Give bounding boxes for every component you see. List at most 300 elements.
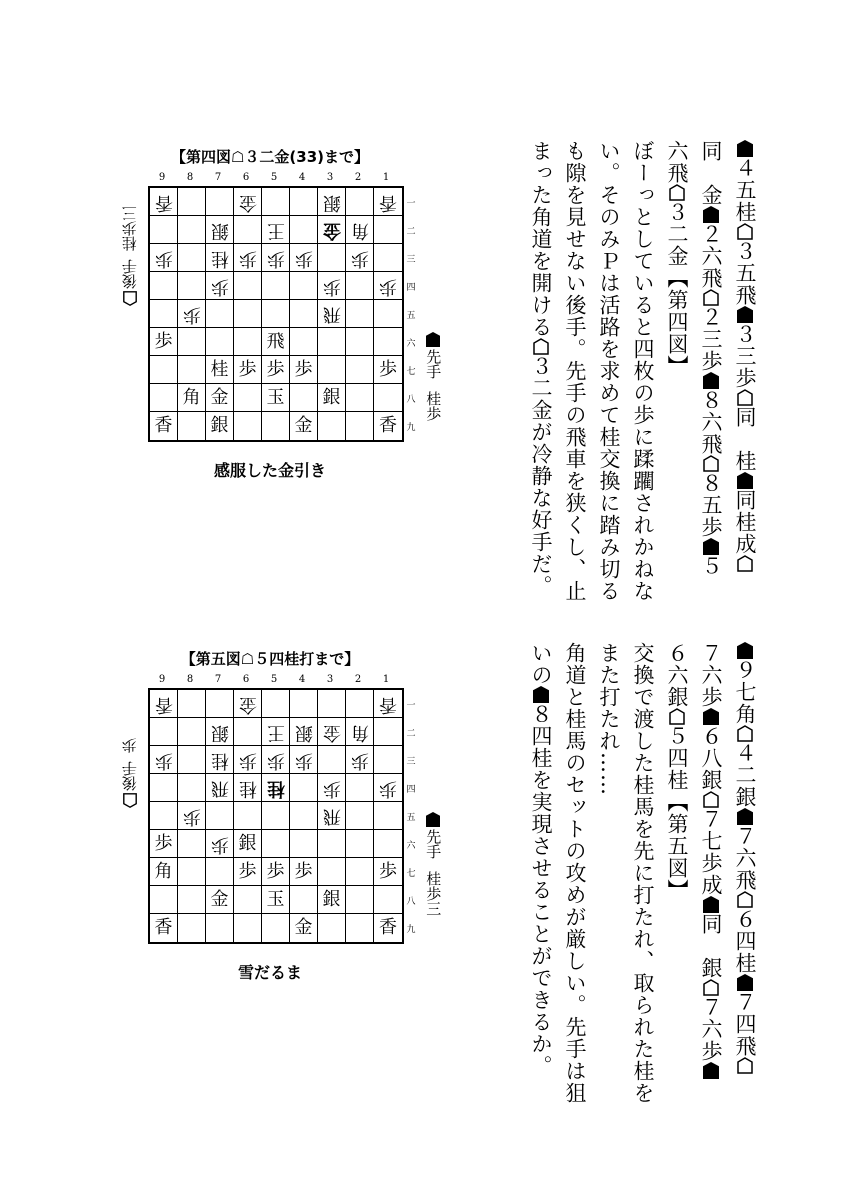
text-run: ５四桂【第五図】 [665,725,689,901]
board-square [290,384,318,412]
board-square [318,774,346,802]
board-square [346,774,374,802]
board-square [346,718,374,746]
shogi-piece: 飛 [322,805,341,827]
shogi-piece: 飛 [322,303,341,325]
board-square [374,718,402,746]
text-run: ５ [699,555,723,577]
board-square [150,830,178,858]
shogi-piece: 金 [210,888,229,910]
board-square [150,718,178,746]
board-square [374,690,402,718]
board-square [206,384,234,412]
text-run: また打たれ…… [597,642,621,796]
shogi-piece: 飛 [266,330,285,352]
board-square [290,886,318,914]
sente-mark-icon [703,372,719,389]
shogi-piece: 金 [210,386,229,408]
board-square [318,188,346,216]
shogi-piece: 金 [322,721,341,743]
board-square [150,356,178,384]
board-square [206,412,234,440]
board-square [346,188,374,216]
file-label: 4 [298,172,306,183]
text-run: ６四桂 [733,908,757,974]
text-run: ３五飛 [733,240,757,306]
board-square [262,188,290,216]
shogi-piece: 香 [154,415,173,436]
file-label: 2 [354,674,362,685]
board-square [234,746,262,774]
board-square [150,858,178,886]
text-run: まった角道を開ける [529,140,553,338]
board-square [374,384,402,412]
board-square [206,774,234,802]
board-square [150,802,178,830]
shogi-board [148,688,404,944]
text-run: ４二銀 [733,742,757,808]
rank-label: 九 [406,422,416,433]
shogi-piece: 香 [379,693,397,715]
board-square [178,216,206,244]
rank-label: 二 [406,226,416,237]
shogi-piece: 香 [379,415,397,436]
board-square [178,914,206,942]
board-square [150,216,178,244]
text-line [626,642,660,1112]
board-square [206,718,234,746]
board-square [178,690,206,718]
sente-mark-icon [737,140,753,157]
board-square [206,244,234,272]
shogi-piece: 歩 [210,833,229,855]
text-run: ぼーっとしていると四枚の歩に蹂躙されかねな [631,140,655,602]
board-square [178,412,206,440]
board-square [262,914,290,942]
board-square [150,188,178,216]
shogi-piece: 銀 [238,832,257,854]
board-square [374,412,402,440]
shogi-piece: 歩 [266,358,285,380]
diagram-title: 【第五図☖５四桂打まで】 [180,650,360,668]
gote-mark-icon [712,791,728,808]
file-label: 8 [186,172,194,183]
board-square [178,244,206,272]
board-square [262,858,290,886]
board-square [318,272,346,300]
board-square [262,830,290,858]
text-line [728,140,762,610]
shogi-piece: 歩 [294,358,313,380]
board-square [150,412,178,440]
file-label: 9 [158,172,166,183]
text-run: ７七歩成 [699,808,723,896]
text-run: 角道と桂馬のセットの攻めが厳しい。先手は狙 [563,642,587,1104]
board-square [346,356,374,384]
shogi-piece: 香 [379,191,397,213]
board-square [346,300,374,328]
sente-hand [423,332,443,421]
file-label: 1 [382,674,390,685]
board-square [234,216,262,244]
diagram-caption: 雪だるま [237,963,302,982]
board-square [234,802,262,830]
board-square [318,746,346,774]
board-square [206,300,234,328]
shogi-piece: 歩 [266,247,285,269]
board-square [262,216,290,244]
board-square [290,272,318,300]
board-square [346,914,374,942]
gote-hand [120,688,140,808]
file-label: 5 [270,674,278,685]
board-square [374,914,402,942]
shogi-piece: 金 [238,191,257,213]
board-square [150,384,178,412]
board-square [206,328,234,356]
text-run: いの [529,642,553,686]
board-square [374,188,402,216]
shogi-piece: 王 [266,721,285,743]
file-labels [148,674,400,686]
sente-mark-icon [703,896,719,913]
board-square [374,746,402,774]
file-label: 3 [326,172,334,183]
commentary-5 [502,642,762,1112]
board-square [318,718,346,746]
gote-mark-icon [712,979,728,996]
text-line [592,642,626,1112]
shogi-piece: 歩 [294,247,313,269]
board-square [262,328,290,356]
text-line [660,642,694,1112]
board-square [206,216,234,244]
board-square [318,244,346,272]
board-square [150,886,178,914]
file-label: 5 [270,172,278,183]
board-square [234,718,262,746]
file-label: 7 [214,674,222,685]
board-square [262,802,290,830]
board-square [290,746,318,774]
board-square [234,774,262,802]
file-label: 2 [354,172,362,183]
board-square [206,802,234,830]
board-square [150,300,178,328]
gote-mark-icon [746,555,762,572]
shogi-piece: 銀 [210,721,229,743]
gote-hand-pieces: 桂歩三 [120,206,139,251]
rank-label: 八 [406,896,416,907]
board-square [290,858,318,886]
shogi-piece: 金 [294,415,313,436]
rank-labels [404,690,418,942]
text-run: い。そのみＰは活路を求めて桂交換に踏み切る [597,140,621,602]
board-square [262,774,290,802]
text-run: ８五歩 [699,472,723,538]
text-run: ７四飛 [733,991,757,1057]
board-square [234,272,262,300]
shogi-piece: 玉 [266,386,285,408]
board-square [290,216,318,244]
board-square [290,328,318,356]
shogi-piece: 金 [322,219,341,241]
board-square [346,328,374,356]
board-square [290,412,318,440]
text-run: ４五桂 [733,157,757,223]
board-square [150,328,178,356]
shogi-piece: 歩 [266,749,285,771]
text-run: ２三歩 [699,306,723,372]
board-square [374,272,402,300]
board-square [206,690,234,718]
sente-mark-icon [703,708,719,725]
rank-label: 一 [406,198,416,209]
shogi-piece: 銀 [322,386,341,408]
shogi-piece: 歩 [379,358,397,380]
shogi-piece: 歩 [350,749,369,771]
gote-label: 後手 [120,259,139,289]
sente-mark-icon [703,538,719,555]
text-run: ８四桂を実現させることができるか。 [529,703,553,1077]
board-square [290,300,318,328]
board-square [150,746,178,774]
board-square [178,300,206,328]
board-square [234,244,262,272]
text-line [694,140,728,610]
board-square [318,412,346,440]
text-line [592,140,626,610]
shogi-piece: 金 [238,693,257,715]
file-label: 3 [326,674,334,685]
text-run: 同 金 [699,140,723,206]
shogi-piece: 銀 [210,219,229,241]
board-square [374,858,402,886]
gote-mark-icon [746,389,762,406]
shogi-piece: 桂 [210,358,229,380]
board-square [206,886,234,914]
shogi-piece: 歩 [154,330,173,352]
board-square [374,802,402,830]
board-square [178,272,206,300]
board-square [178,802,206,830]
board-square [150,244,178,272]
board-square [346,216,374,244]
board-square [318,914,346,942]
shogi-piece: 桂 [210,749,229,771]
sente-hand-pieces: 桂歩三 [424,871,443,916]
text-run: ７六飛 [733,825,757,891]
text-run: ２六飛 [699,223,723,289]
shogi-piece: 歩 [294,749,313,771]
board-square [374,886,402,914]
board-square [262,690,290,718]
rank-label: 七 [406,868,416,879]
board-square [178,718,206,746]
shogi-piece: 歩 [322,275,341,297]
text-run: ９七角 [733,659,757,725]
text-line [524,140,558,610]
board-square [178,384,206,412]
gote-piece-icon [123,793,137,808]
board-square [178,356,206,384]
shogi-piece: 歩 [379,777,397,799]
board-square [318,300,346,328]
rank-label: 五 [406,310,416,321]
board-square [374,216,402,244]
board-square [346,886,374,914]
board-square [150,690,178,718]
text-run: ６六銀 [665,642,689,708]
file-labels [148,172,400,184]
board-square [346,690,374,718]
shogi-piece: 歩 [238,749,257,771]
board-square [318,830,346,858]
rank-label: 四 [406,784,416,795]
rank-label: 八 [406,394,416,405]
board-square [150,774,178,802]
sente-mark-icon [737,642,753,659]
rank-label: 四 [406,282,416,293]
gote-mark-icon [542,338,558,355]
diagram-title: 【第四図☖３二金(33)まで】 [170,148,370,166]
text-line [558,642,592,1112]
shogi-piece: 歩 [154,247,173,269]
board-square [346,272,374,300]
shogi-piece: 桂 [266,777,285,799]
sente-mark-icon [737,472,753,489]
shogi-piece: 銀 [322,888,341,910]
text-line [626,140,660,610]
shogi-piece: 香 [154,917,173,938]
text-run: ８六飛 [699,389,723,455]
sente-mark-icon [737,808,753,825]
shogi-piece: 角 [154,860,173,882]
rank-labels [404,188,418,440]
shogi-piece: 角 [182,386,201,408]
file-label: 9 [158,674,166,685]
board-square [178,188,206,216]
board-square [290,690,318,718]
board-square [206,830,234,858]
sente-label: 先手 [424,349,443,379]
board-square [206,272,234,300]
file-label: 1 [382,172,390,183]
board-square [262,746,290,774]
file-label: 6 [242,172,250,183]
gote-mark-icon [746,891,762,908]
text-run: ６八銀 [699,725,723,791]
board-square [234,830,262,858]
shogi-piece: 歩 [238,860,257,882]
text-run: ３三歩 [733,323,757,389]
board-square [290,718,318,746]
text-line [524,642,558,1112]
text-run: 同 桂 [733,406,757,472]
shogi-piece: 銀 [294,721,313,743]
board-square [234,384,262,412]
shogi-piece: 銀 [322,191,341,213]
shogi-piece: 王 [266,219,285,241]
text-run: ３二金が冷静な好手だ。 [529,355,553,597]
shogi-piece: 桂 [238,777,257,799]
shogi-piece: 歩 [154,832,173,854]
board-square [178,830,206,858]
sente-mark-icon [703,206,719,223]
gote-label: 後手 [120,761,139,791]
shogi-piece: 桂 [210,247,229,269]
board-square [234,328,262,356]
board-square [374,774,402,802]
sente-piece-icon [426,812,440,827]
board-square [290,914,318,942]
text-run: ７六歩 [699,996,723,1062]
board-square [318,886,346,914]
sente-mark-icon [737,306,753,323]
shogi-piece: 歩 [322,777,341,799]
board-square [262,300,290,328]
text-line [728,642,762,1112]
text-line [558,140,592,610]
shogi-piece: 香 [379,917,397,938]
board-square [374,356,402,384]
board-square [290,188,318,216]
rank-label: 七 [406,366,416,377]
board-square [346,830,374,858]
sente-label: 先手 [424,829,443,859]
board-square [262,356,290,384]
shogi-piece: 歩 [182,303,201,325]
board-square [234,356,262,384]
board-square [178,858,206,886]
rank-label: 二 [406,728,416,739]
sente-hand [423,812,443,916]
board-square [234,886,262,914]
gote-hand-pieces: 歩 [120,738,139,753]
rank-label: 三 [406,756,416,767]
board-square [318,356,346,384]
rank-label: 六 [406,840,416,851]
file-label: 6 [242,674,250,685]
board-square [262,886,290,914]
board-square [150,272,178,300]
board-square [346,384,374,412]
shogi-piece: 香 [154,191,173,213]
board-square [206,356,234,384]
rank-label: 三 [406,254,416,265]
board-square [206,746,234,774]
board-square [206,188,234,216]
board-square [346,802,374,830]
text-line [660,140,694,610]
shogi-piece: 歩 [294,860,313,882]
shogi-piece: 歩 [379,275,397,297]
board-square [290,356,318,384]
sente-mark-icon [533,686,549,703]
text-line [694,642,728,1112]
board-square [318,328,346,356]
sente-hand-pieces: 桂歩 [424,391,443,421]
board-square [374,328,402,356]
file-label: 8 [186,674,194,685]
board-square [150,914,178,942]
gote-hand [120,186,140,306]
board-square [234,914,262,942]
sente-mark-icon [737,974,753,991]
text-run: 六飛 [665,140,689,184]
board-square [318,802,346,830]
board-square [346,244,374,272]
